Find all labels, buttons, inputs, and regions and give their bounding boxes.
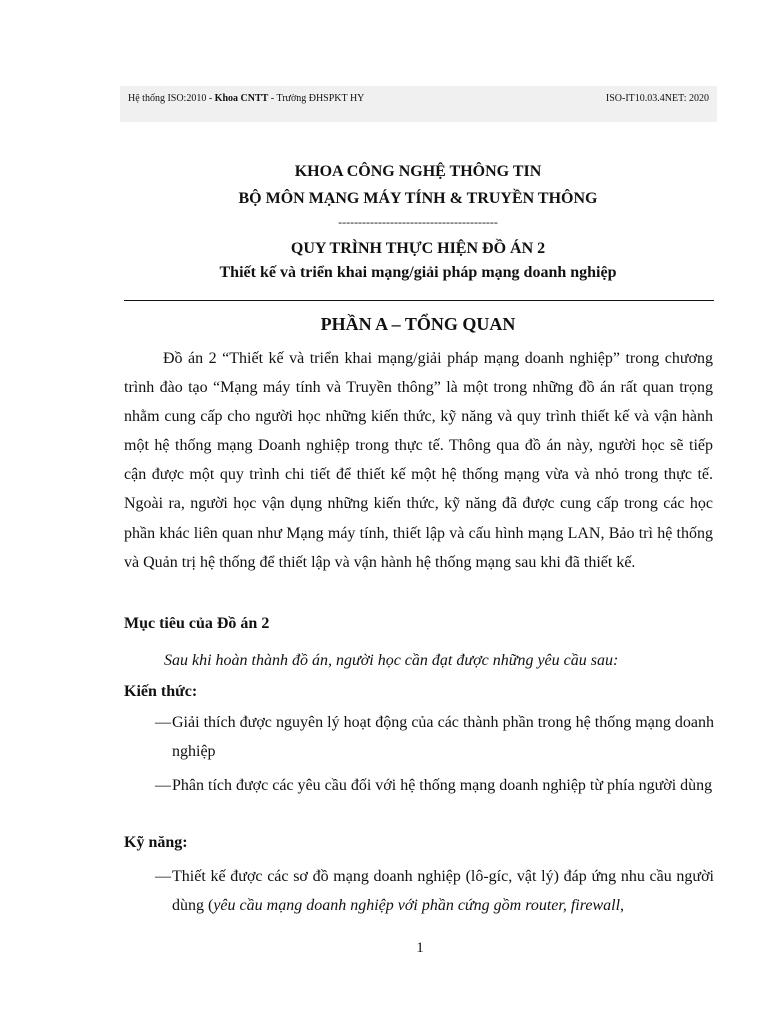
document-subtitle: Thiết kế và triển khai mạng/giải pháp mạng doanh nghiệp: [219, 264, 617, 281]
section-heading: PHẦN A – TỔNG QUAN: [320, 314, 516, 334]
procedure-title: QUY TRÌNH THỰC HIỆN ĐỒ ÁN 2: [290, 240, 546, 257]
department-title: BỘ MÔN MẠNG MÁY TÍNH & TRUYỀN THÔNG: [238, 190, 598, 207]
bullet-dash: —: [155, 777, 171, 794]
header-institution: Hệ thống ISO:2010 - Khoa CNTT - Trường ĐHSPKT HY: [128, 93, 365, 104]
skills-item-text: Thiết kế được các sơ đồ mạng doanh nghiệp (lô-gíc, vật lý) đáp ứng nhu cầu người dùng (yêu cầu mạng doanh nghiệp với phần cứng gồm router, firewall,: [172, 868, 714, 914]
knowledge-heading: Kiến thức:: [124, 683, 198, 700]
faculty-title: KHOA CÔNG NGHỆ THÔNG TIN: [294, 163, 542, 180]
bullet-dash: —: [155, 714, 171, 731]
title-separator: ----------------------------------------: [338, 215, 498, 229]
skills-item: [152, 862, 714, 920]
title-divider: [124, 300, 714, 301]
intro-paragraph: Đồ án 2 “Thiết kế và triển khai mạng/giải pháp mạng doanh nghiệp” trong chương trình đào tạo “Mạng máy tính và Truyền thông” là một trong những đồ án rất quan trọng nhằm cung cấp cho người học những kiến thức, kỹ năng và quy trình thiết kế và vận hành một hệ thống mạng Doanh nghiệp trong thực tế. Thông qua đồ án này, người học sẽ tiếp cận được một quy trình chi tiết để thiết kế một hệ thống mạng vừa và nhỏ trong thực tế. Ngoài ra, người học vận dụng những kiến thức, kỹ năng đã được cung cấp trong các học phần khác liên quan như Mạng máy tính, thiết lập và cấu hình mạng LAN, Bảo trì hệ thống và Quản trị hệ thống để thiết lập và vận hành hệ thống mạng sau khi đã thiết kế.: [124, 350, 713, 571]
page-header: [120, 86, 717, 122]
page-number: 1: [416, 940, 424, 956]
knowledge-item: [152, 771, 714, 800]
header-document-code: ISO-IT10.03.4NET: 2020: [605, 93, 709, 104]
objectives-heading: Mục tiêu của Đồ án 2: [124, 615, 270, 632]
skills-heading: Kỹ năng:: [124, 834, 188, 851]
knowledge-item: [152, 708, 714, 766]
bullet-dash: —: [155, 868, 171, 885]
knowledge-item-text: Phân tích được các yêu cầu đối với hệ thống mạng doanh nghiệp từ phía người dùng: [172, 777, 713, 794]
objectives-intro: Sau khi hoàn thành đồ án, người học cần đạt được những yêu cầu sau:: [164, 652, 619, 669]
knowledge-item-text: Giải thích được nguyên lý hoạt động của các thành phần trong hệ thống mạng doanh nghiệp: [172, 714, 714, 760]
